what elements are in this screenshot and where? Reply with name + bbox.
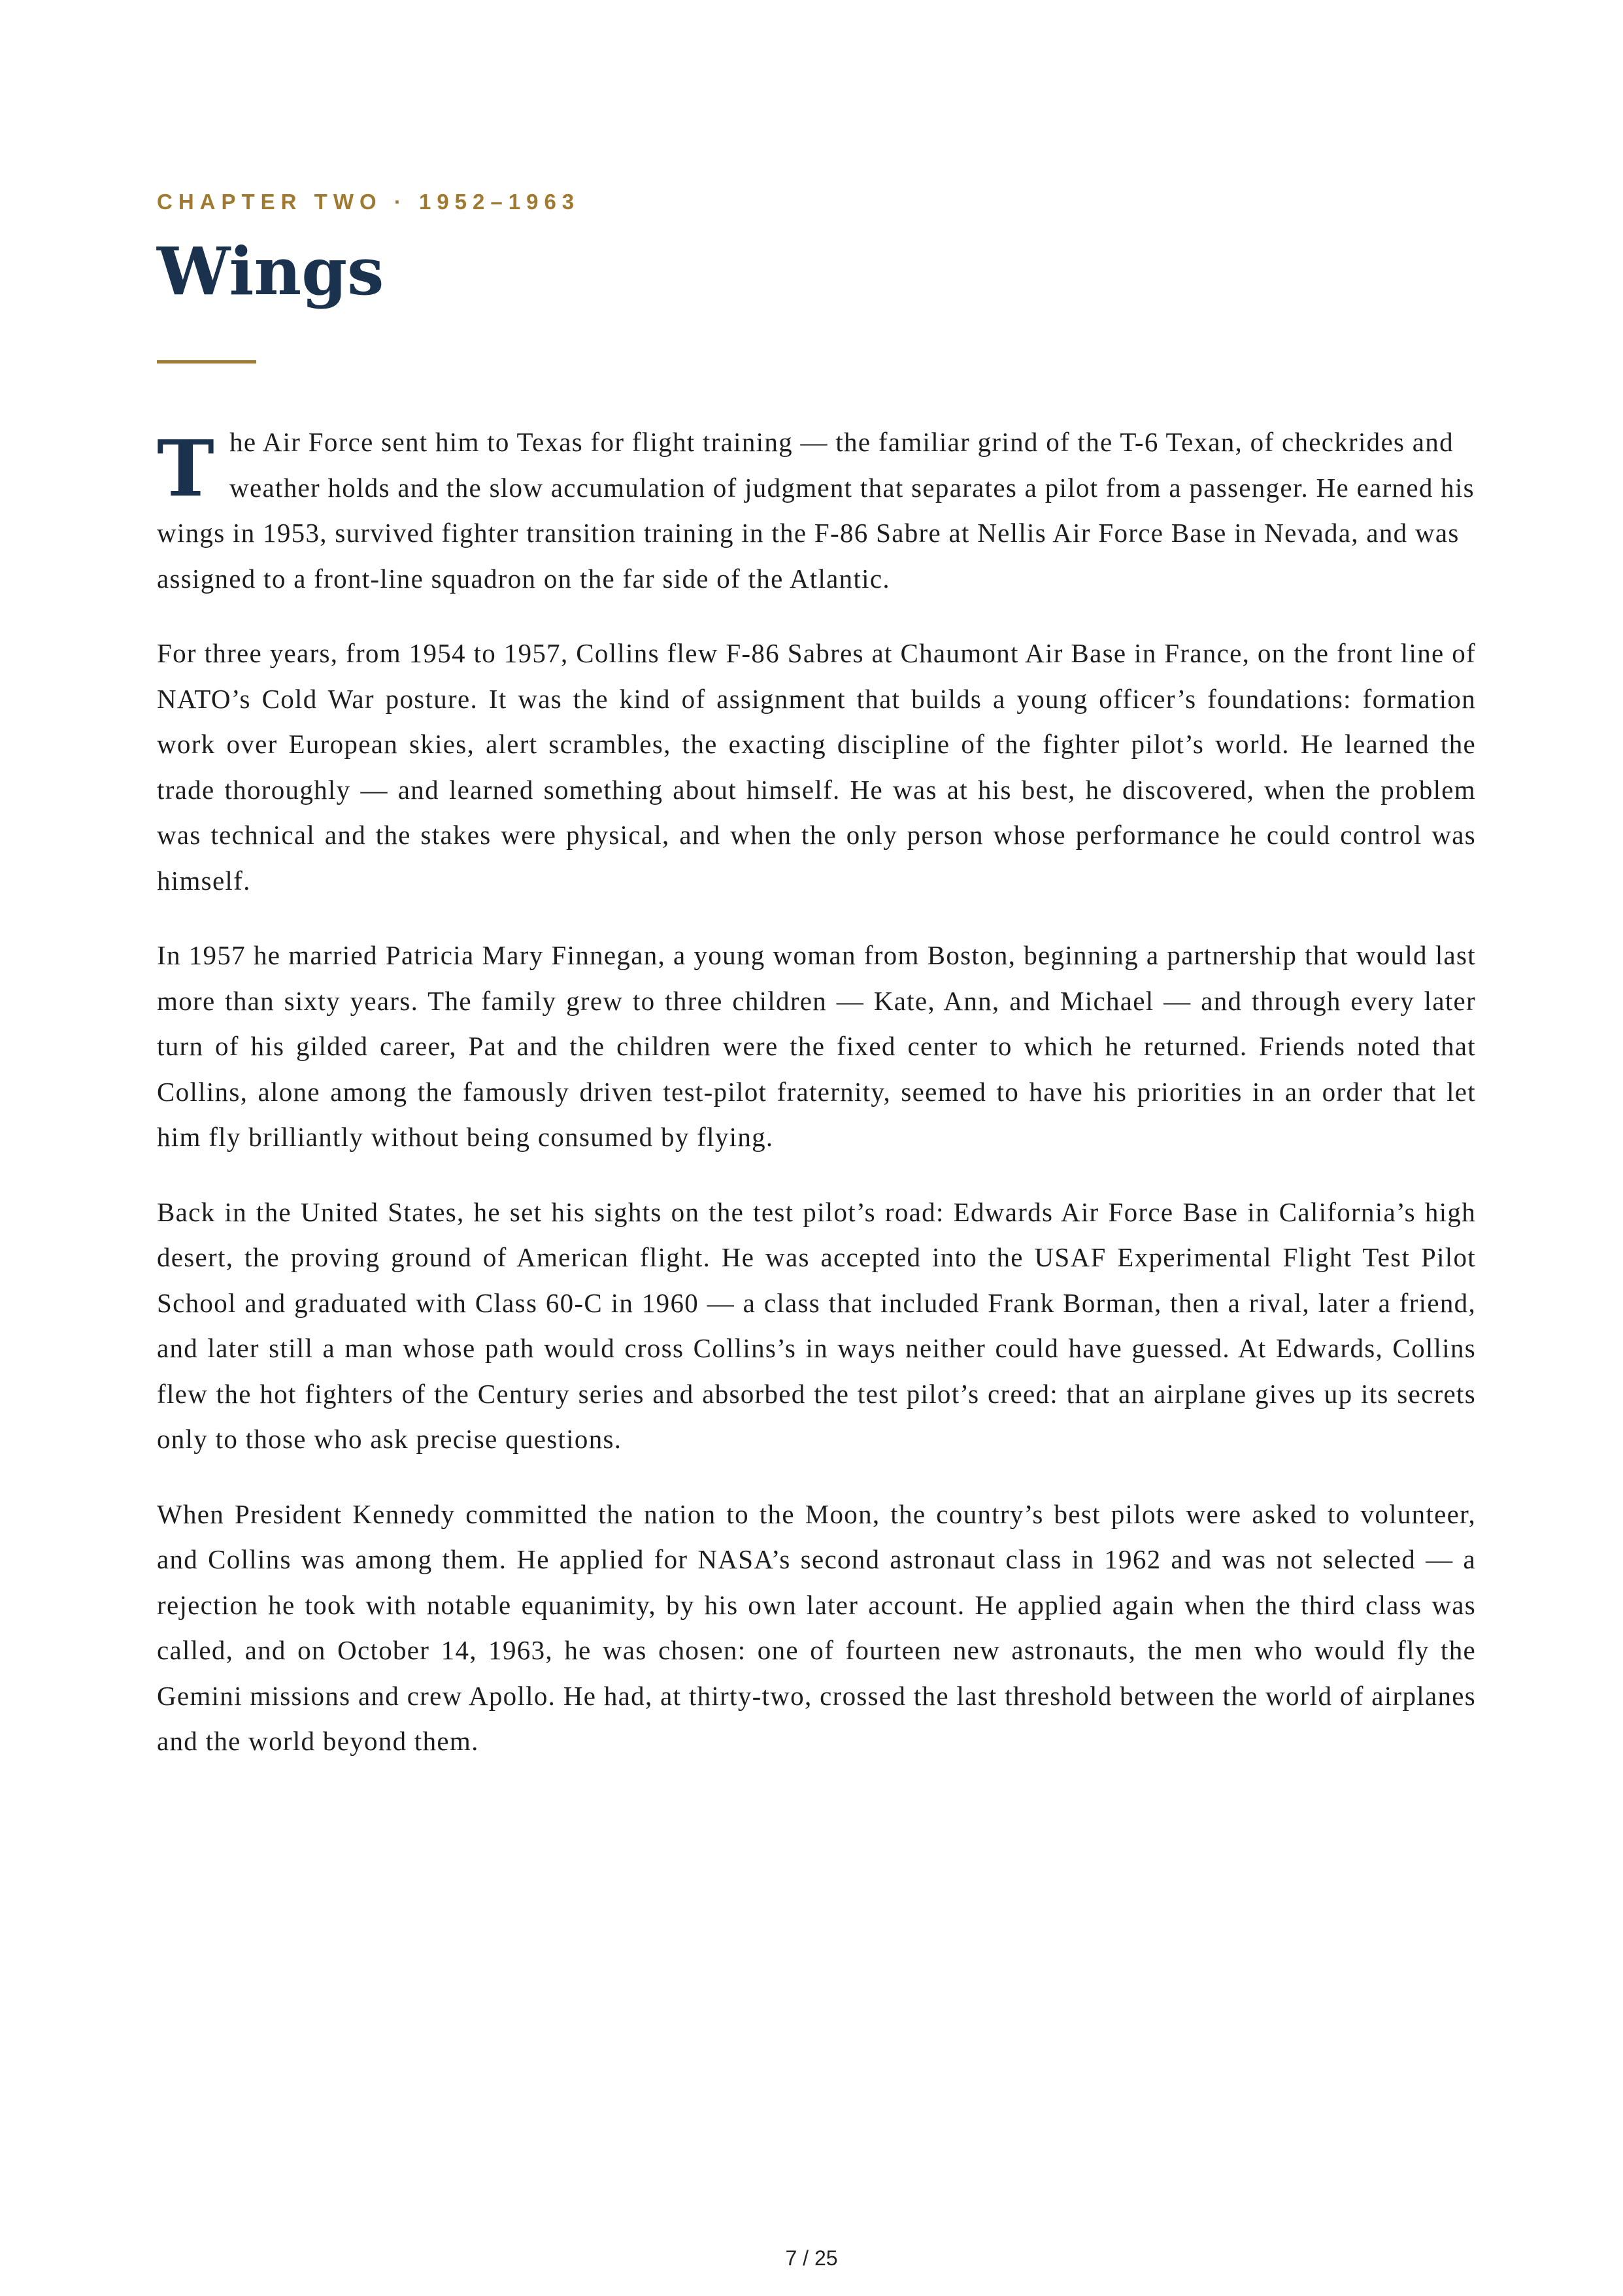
paragraph-2: For three years, from 1954 to 1957, Collins flew F-86 Sabres at Chaumont Air Base in France, on the front line of NATO’s Cold War posture. It was the kind of assignment that builds a young officer’s foundations: formation work over European skies, alert scrambles, the exacting discipline of the fighter pilot’s world. He learned the trade thoroughly — and learned something about himself. He was at his best, he discovered, when the problem was technical and the stakes were physical, and when the only person whose performance he could control was himself. [157, 638, 1476, 896]
paragraph-3: In 1957 he married Patricia Mary Finnegan, a young woman from Boston, beginning a partnership that would last more than sixty years. The family grew to three children — Kate, Ann, and Michael — and through every later turn of his gilded career, Pat and the children were the fixed center to which he returned. Friends noted that Collins, alone among the famously driven test-pilot fraternity, seemed to have his priorities in an order that let him fly brilliantly without being consumed by flying. [157, 940, 1476, 1152]
paragraph-1-text: he Air Force sent him to Texas for flight training — the familiar grind of the T-6 Texan, of checkrides and weather holds and the slow accumulation of judgment that separates a pilot from a passenger. He earned his wings in 1953, survived fighter transition training in the F-86 Sabre at Nellis Air Force Base in Nevada, and was assigned to a front-line squadron on the far side of the Atlantic. [157, 427, 1475, 594]
chapter-title: Wings [157, 233, 384, 310]
chapter-body [157, 420, 1476, 1794]
title-underline-rule [157, 360, 256, 363]
paragraph-5: When President Kennedy committed the nation to the Moon, the country’s best pilots were asked to volunteer, and Collins was among them. He applied for NASA’s second astronaut class in 1962 and was not selected — a rejection he took with notable equanimity, by his own later account. He applied again when the third class was called, and on October 14, 1963, he was chosen: one of fourteen new astronauts, the men who would fly the Gemini missions and crew Apollo. He had, at thirty-two, crossed the last threshold between the world of airplanes and the world beyond them. [157, 1498, 1476, 1756]
paragraph-1 [157, 420, 1476, 601]
drop-cap: T [157, 423, 216, 514]
paragraph-4: Back in the United States, he set his sights on the test pilot’s road: Edwards Air Force Base in California’s high desert, the proving ground of American flight. He was accepted into the USAF Experimental Flight Test Pilot School and graduated with Class 60-C in 1960 — a class that included Frank Borman, then a rival, later a friend, and later still a man whose path would cross Collins’s in ways neither could have guessed. At Edwards, Collins flew the hot fighters of the Century series and absorbed the test pilot’s creed: that an airplane gives up its secrets only to those who ask precise questions. [157, 1196, 1476, 1454]
page-number: 7 / 25 [785, 2246, 838, 2270]
chapter-kicker: CHAPTER TWO · 1952–1963 [157, 190, 580, 214]
